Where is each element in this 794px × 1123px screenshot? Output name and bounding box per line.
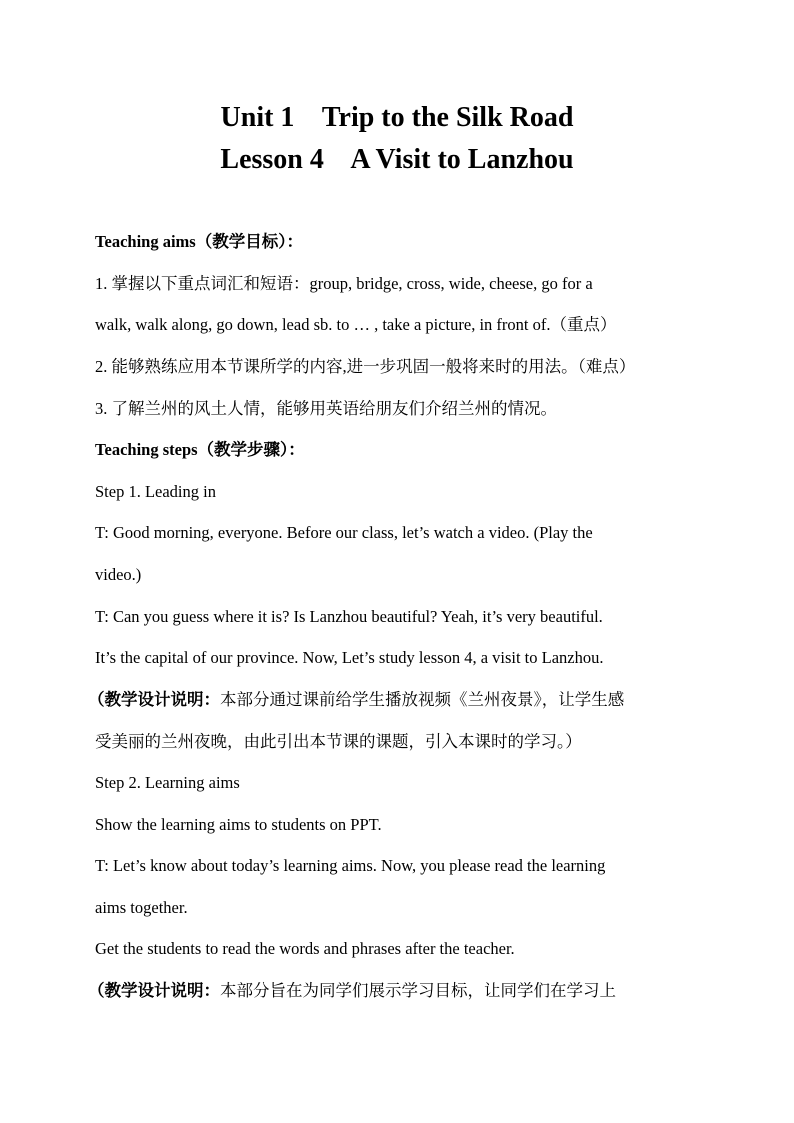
step-2-title: Step 2. Learning aims [95,773,240,792]
design-note-label: （教学设计说明： [88,981,220,1000]
lesson-title: Lesson 4 A Visit to Lanzhou [220,144,574,175]
aim-1-line-1: 1. 掌握以下重点词汇和短语：group, bridge, cross, wide, cheese, go for a [95,274,593,293]
design-note-text: 本部分通过课前给学生播放视频《兰州夜景》，让学生感 [220,690,625,709]
step-1-dialogue-2-line-1: T: Can you guess where it is? Is Lanzhou beautiful? Yeah, it’s very beautiful. [95,607,603,626]
step-1-dialogue-2-line-2: It’s the capital of our province. Now, Let’s study lesson 4, a visit to Lanzhou. [95,648,604,667]
step-1-design-note-line-2: 受美丽的兰州夜晚，由此引出本节课的课题，引入本课时的学习。） [95,732,582,751]
step-2-dialogue-line-1: T: Let’s know about today’s learning aims. Now, you please read the learning [95,856,606,875]
aim-1-line-2: walk, walk along, go down, lead sb. to … , take a picture, in front of.（重点） [95,315,617,334]
aim-2: 2. 能够熟练应用本节课所学的内容,进一步巩固一般将来时的用法。（难点） [95,357,636,376]
step-2-line-1: Show the learning aims to students on PPT. [95,815,382,834]
step-2-dialogue-line-2: aims together. [95,898,188,917]
step-1-design-note-line-1 [88,689,624,711]
teaching-steps-heading: Teaching steps（教学步骤）： [95,440,305,459]
design-note-text: 本部分旨在为同学们展示学习目标，让同学们在学习上 [220,981,616,1000]
teaching-aims-heading: Teaching aims（教学目标）： [95,232,303,251]
step-1-title: Step 1. Leading in [95,482,216,501]
step-2-design-note-line-1 [88,980,616,1002]
step-2-line-3: Get the students to read the words and phrases after the teacher. [95,939,515,958]
design-note-label: （教学设计说明： [88,690,220,709]
aim-3: 3. 了解兰州的风土人情，能够用英语给朋友们介绍兰州的情况。 [95,399,557,418]
step-1-dialogue-1-line-1: T: Good morning, everyone. Before our class, let’s watch a video. (Play the [95,523,593,542]
unit-title: Unit 1 Trip to the Silk Road [220,102,574,133]
step-1-dialogue-1-line-2: video.) [95,565,142,584]
